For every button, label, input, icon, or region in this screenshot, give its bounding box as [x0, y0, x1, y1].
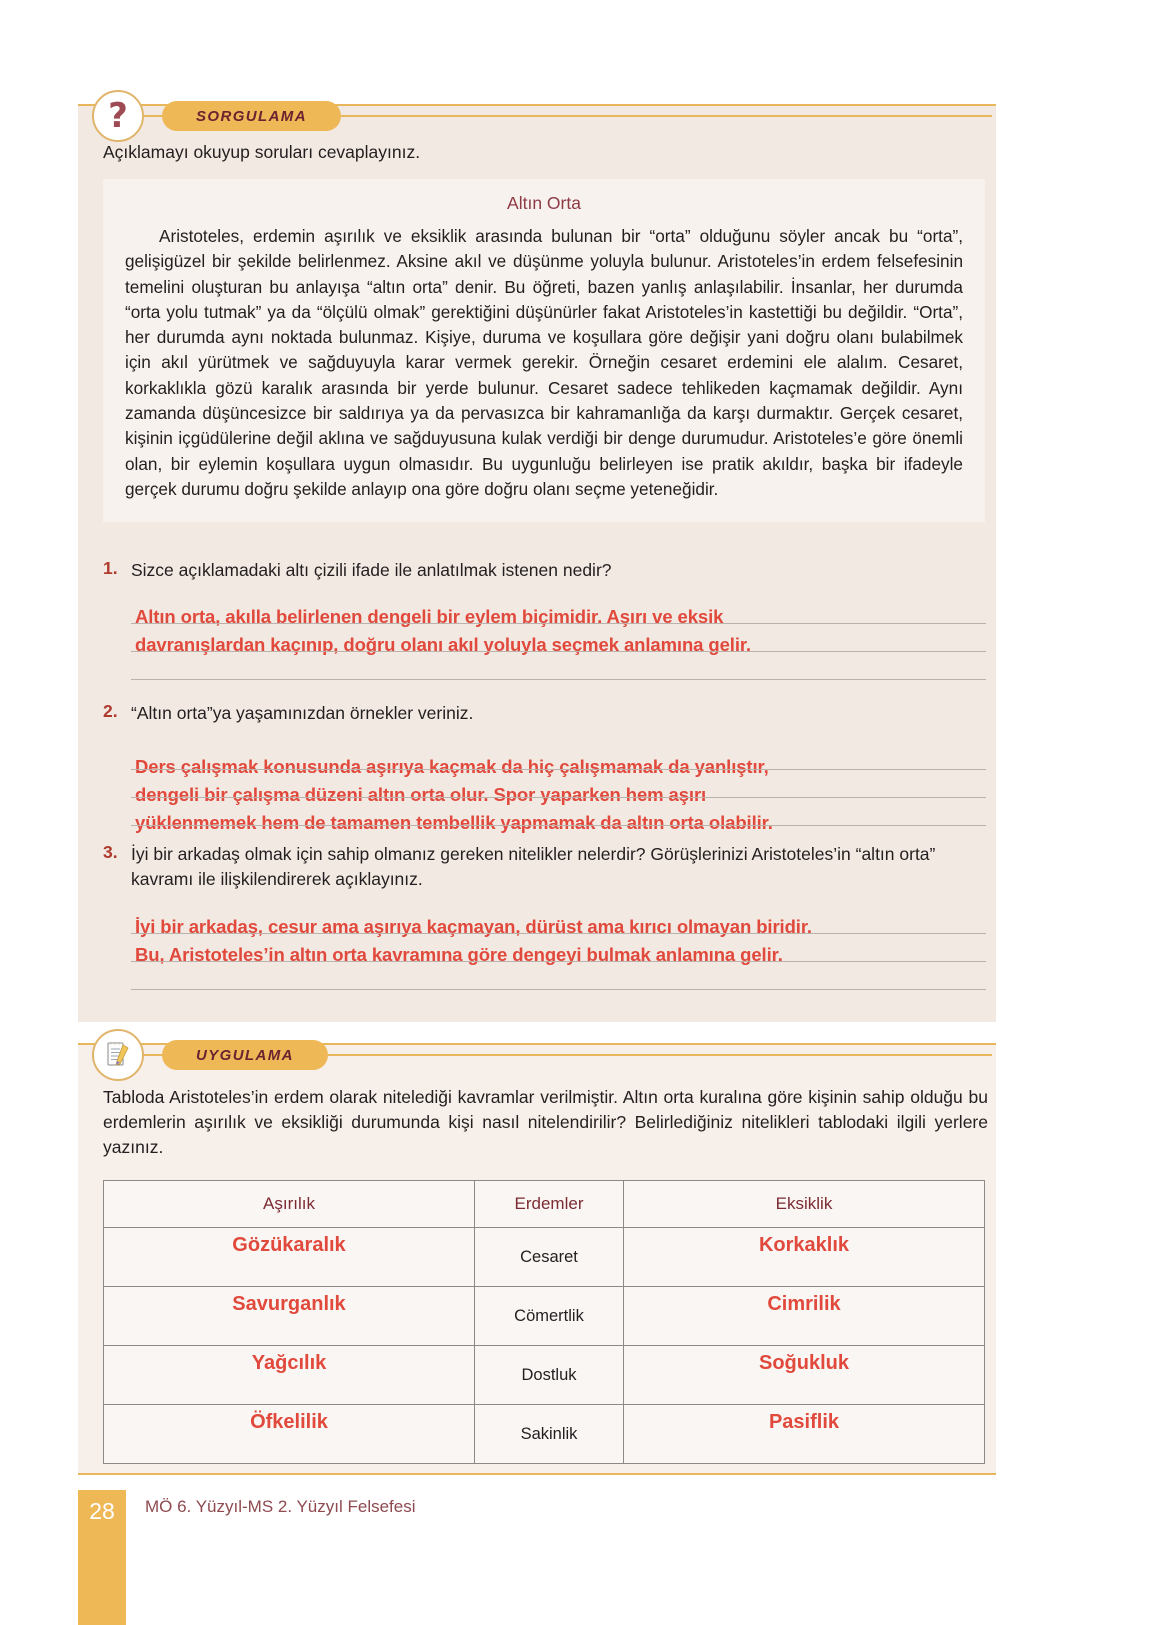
cell-excess[interactable]: Öfkelilik: [104, 1405, 475, 1464]
cell-deficiency[interactable]: Korkaklık: [624, 1228, 985, 1287]
question-2: [103, 701, 983, 726]
cell-excess[interactable]: Savurganlık: [104, 1287, 475, 1346]
answer-line[interactable]: [131, 652, 986, 680]
sorgulama-badge-label: SORGULAMA: [196, 107, 307, 125]
table-row: [104, 1405, 985, 1464]
question-1-text: Sizce açıklamadaki altı çizili ifade ile anlatılmak istenen nedir?: [131, 560, 612, 580]
answer-line[interactable]: [131, 770, 986, 805]
answer-2: [131, 742, 986, 833]
sorgulama-intro: Açıklamayı okuyup soruları cevaplayınız.: [103, 142, 421, 162]
answer-text: davranışlardan kaçınıp, doğru olanı akıl yoluyla seçmek anlamına gelir.: [135, 634, 751, 655]
cell-excess[interactable]: Gözükaralık: [104, 1228, 475, 1287]
footer-divider: [78, 1473, 996, 1475]
sorgulama-header: [92, 90, 992, 142]
table-row: [104, 1346, 985, 1405]
notepad-pencil-icon: [92, 1029, 144, 1081]
answer-line[interactable]: [131, 798, 986, 833]
page-number: 28: [89, 1498, 115, 1524]
cell-virtue: Cömertlik: [475, 1287, 624, 1346]
badge-connector-left: [144, 115, 162, 117]
question-mark-glyph: ?: [108, 96, 128, 136]
cell-excess[interactable]: Yağcılık: [104, 1346, 475, 1405]
cell-virtue: Cesaret: [475, 1228, 624, 1287]
uygulama-badge-label: UYGULAMA: [196, 1046, 294, 1064]
question-3-text: İyi bir arkadaş olmak için sahip olmanız gereken nitelikler nelerdir? Görüşlerinizi Aristoteles’in “altın orta” kavramı ile ilişkilendirerek açıklayınız.: [131, 844, 936, 889]
table-header-row: [104, 1181, 985, 1228]
question-2-number: 2.: [103, 701, 118, 721]
answer-line[interactable]: [131, 742, 986, 777]
chapter-title: MÖ 6. Yüzyıl-MS 2. Yüzyıl Felsefesi: [145, 1497, 416, 1516]
answer-text: dengeli bir çalışma düzeni altın orta olur. Spor yaparken hem aşırı: [135, 784, 707, 805]
reading-passage-title: Altın Orta: [507, 193, 581, 213]
sorgulama-badge: [162, 101, 341, 131]
question-mark-icon: [92, 90, 144, 142]
badge-rule-right: [328, 1054, 992, 1056]
cell-virtue: Sakinlik: [475, 1405, 624, 1464]
answer-line[interactable]: [131, 624, 986, 655]
table-row: [104, 1287, 985, 1346]
question-1: [103, 558, 983, 583]
answer-line[interactable]: [131, 962, 986, 990]
answer-line[interactable]: [131, 596, 986, 627]
reading-passage-box: [103, 179, 985, 522]
table-row: [104, 1228, 985, 1287]
cell-deficiency[interactable]: Pasiflik: [624, 1405, 985, 1464]
answer-text: Altın orta, akılla belirlenen dengeli bir eylem biçimidir. Aşırı ve eksik: [135, 606, 724, 627]
cell-deficiency[interactable]: Cimrilik: [624, 1287, 985, 1346]
answer-3: [131, 906, 986, 990]
cell-virtue: Dostluk: [475, 1346, 624, 1405]
reading-passage-body: Aristoteles, erdemin aşırılık ve eksiklik arasında bulunan bir “orta” olduğunu söyler ancak bu “orta”, gelişigüzel bir şekilde belirlenmez. Aksine akıl ve düşünme yoluyla bulunur. Aristoteles’in erdem felsefesinin temelini oluşturan bu anlayışa “altın orta” denir. Bu öğreti, bazen yanlış anlaşılabilir. İnsanlar, her durumda “orta yolu tutmak” ya da “ölçülü olmak” gerektiğini düşünürler fakat Aristoteles’in kastettiği bu değildir. “Orta”, her durumda aynı noktada bulunmaz. Kişiye, duruma ve koşullara göre değişir yani doğru olanı bulabilmek için akıl yürütmek ve sağduyuyla karar vermek gerekir. Örneğin cesaret erdemini ele alalım. Cesaret, korkaklıkla gözü karalık arasında bir yerde bulunur. Cesaret sadece tehlikeden kaçmamak değildir. Aynı zamanda düşüncesizce bir saldırıya ya da pervasızca bir kahramanlığa da karşı durmaktır. Gerçek cesaret, kişinin içgüdülerine değil aklına ve sağduyusuna kulak verdiği bir denge durumudur. Aristoteles’e göre önemli olan, bir eylemin koşullara uygun olmasıdır. Bu uygunluğu belirleyen ise pratik akıldır, başka bir ifadeyle gerçek durumu doğru şekilde anlayıp ona göre doğru olanı seçme yeteneğidir.: [125, 226, 963, 499]
answer-line[interactable]: [131, 934, 986, 965]
table-header-excess: Aşırılık: [104, 1181, 475, 1228]
cell-deficiency[interactable]: Soğukluk: [624, 1346, 985, 1405]
answer-text: İyi bir arkadaş, cesur ama aşırıya kaçmayan, dürüst ama kırıcı olmayan biridir.: [135, 916, 812, 937]
virtue-table: [103, 1180, 985, 1464]
uygulama-instructions: Tabloda Aristoteles’in erdem olarak nitelediği kavramlar verilmiştir. Altın orta kuralına göre kişinin sahip olduğu bu erdemlerin aşırılık ve eksikliği durumunda kişi nasıl nitelendirilir? Belirlediğiniz nitelikleri tablodaki ilgili yerlere yazınız.: [103, 1087, 988, 1157]
page-number-badge: [78, 1490, 126, 1625]
uygulama-header: [92, 1029, 992, 1081]
answer-text: Ders çalışmak konusunda aşırıya kaçmak da hiç çalışmamak da yanlıştır,: [135, 756, 769, 777]
badge-rule-right: [341, 115, 992, 117]
answer-line[interactable]: [131, 906, 986, 937]
question-2-text: “Altın orta”ya yaşamınızdan örnekler veriniz.: [131, 703, 474, 723]
answer-text: yüklenmemek hem de tamamen tembellik yapmamak da altın orta olabilir.: [135, 812, 773, 833]
answer-1: [131, 596, 986, 680]
uygulama-badge: [162, 1040, 328, 1070]
question-3-number: 3.: [103, 842, 118, 862]
badge-connector-left: [144, 1054, 162, 1056]
table-header-deficiency: Eksiklik: [624, 1181, 985, 1228]
notepad-pencil-glyph: [101, 1038, 135, 1072]
question-1-number: 1.: [103, 558, 118, 578]
table-header-virtue: Erdemler: [475, 1181, 624, 1228]
answer-text: Bu, Aristoteles’in altın orta kavramına göre dengeyi bulmak anlamına gelir.: [135, 944, 783, 965]
question-3: [103, 842, 983, 891]
